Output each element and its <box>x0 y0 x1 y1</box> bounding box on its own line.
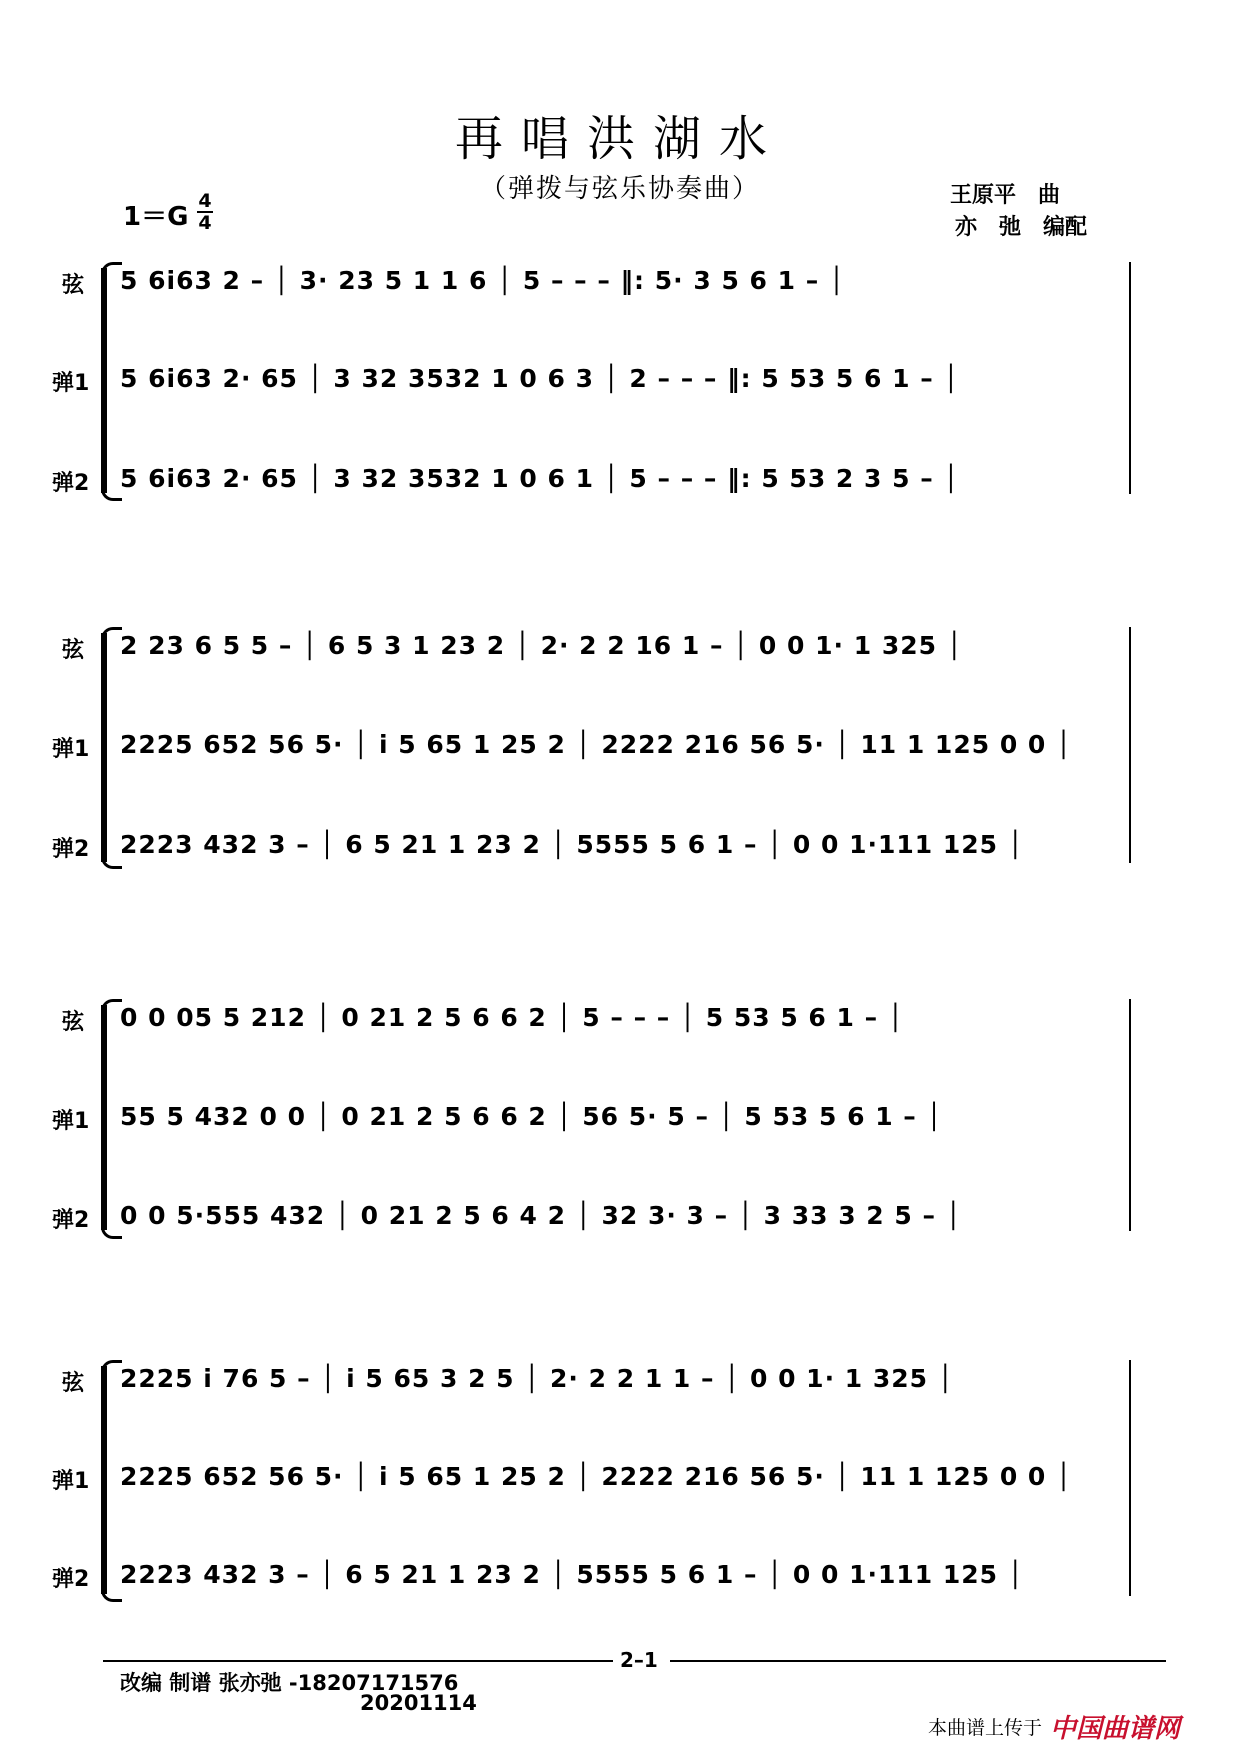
part-label-xian: 弦 <box>62 1371 85 1396</box>
notation-row: 5 6i63 2· 65 │ 3 32 3532 1 0 6 3 │ 2 – – – ‖: 5 53 5 6 1 – │ <box>120 364 960 393</box>
page-number: 2–1 <box>620 1648 658 1672</box>
notation-row: 2225 i 76 5 – │ i 5 65 3 2 5 │ 2· 2 2 1 1 – │ 0 0 1· 1 325 │ <box>120 1364 954 1393</box>
end-barline <box>1129 627 1131 863</box>
notation-row: 2 23 6 5 5 – │ 6 5 3 1 23 2 │ 2· 2 2 16 1 – │ 0 0 1· 1 325 │ <box>120 631 963 660</box>
upload-note: 本曲谱上传于 <box>928 1717 1043 1739</box>
composer-credit: 王原平 曲 <box>950 182 1061 208</box>
end-barline <box>1129 999 1131 1231</box>
footer-rule-right <box>670 1660 1166 1662</box>
bracket-top-hook <box>101 1360 122 1377</box>
notation-row: 0 0 5·555 432 │ 0 21 2 5 6 4 2 │ 32 3· 3 – │ 3 33 3 2 5 – │ <box>120 1201 962 1230</box>
end-barline <box>1129 262 1131 494</box>
notation-row: 0 0 05 5 212 │ 0 21 2 5 6 6 2 │ 5 – – – │ 5 53 5 6 1 – │ <box>120 1003 904 1032</box>
score-title: 再唱洪湖水 <box>454 111 785 167</box>
part-label-tan1: 弹1 <box>52 1109 90 1134</box>
part-label-tan1: 弹1 <box>52 737 90 762</box>
bracket-top-hook <box>101 999 122 1016</box>
arranger-credit: 亦 弛 编配 <box>955 214 1088 240</box>
bracket-bottom-hook <box>101 1585 122 1602</box>
notation-row: 2225 652 56 5· │ i 5 65 1 25 2 │ 2222 216 56 5· │ 11 1 125 0 0 │ <box>120 1462 1073 1491</box>
part-label-tan2: 弹2 <box>52 837 90 862</box>
part-label-tan2: 弹2 <box>52 471 90 496</box>
footer-date: 20201114 <box>360 1691 477 1715</box>
bracket-bottom-hook <box>101 484 122 501</box>
meter-bottom: 4 <box>198 212 212 234</box>
system-bracket <box>101 1005 107 1230</box>
part-label-xian: 弦 <box>62 638 85 663</box>
system-bracket <box>101 268 107 493</box>
end-barline <box>1129 1360 1131 1596</box>
notation-row: 2223 432 3 – │ 6 5 21 1 23 2 │ 5555 5 6 1 – │ 0 0 1·111 125 │ <box>120 830 1024 859</box>
part-label-tan1: 弹1 <box>52 371 90 396</box>
part-label-tan2: 弹2 <box>52 1567 90 1592</box>
notation-row: 2225 652 56 5· │ i 5 65 1 25 2 │ 2222 216 56 5· │ 11 1 125 0 0 │ <box>120 730 1073 759</box>
bracket-top-hook <box>101 627 122 644</box>
notation-row: 2223 432 3 – │ 6 5 21 1 23 2 │ 5555 5 6 1 – │ 0 0 1·111 125 │ <box>120 1560 1024 1589</box>
part-label-xian: 弦 <box>62 273 85 298</box>
notation-row: 55 5 432 0 0 │ 0 21 2 5 6 6 2 │ 56 5· 5 – │ 5 53 5 6 1 – │ <box>120 1102 943 1131</box>
bracket-bottom-hook <box>101 1222 122 1239</box>
site-logo[interactable]: 中国曲谱网 <box>1050 1714 1181 1744</box>
meter-top: 4 <box>198 190 212 212</box>
time-signature <box>197 191 213 233</box>
score-subtitle: （弹拨与弦乐协奏曲） <box>479 174 760 204</box>
bracket-bottom-hook <box>101 852 122 869</box>
footer-credit: 改编 制谱 张亦弛 -18207171576 <box>120 1671 459 1695</box>
system-bracket <box>101 633 107 862</box>
part-label-tan2: 弹2 <box>52 1208 90 1233</box>
key-signature: 1＝G <box>123 202 189 232</box>
bracket-top-hook <box>101 262 122 279</box>
part-label-xian: 弦 <box>62 1010 85 1035</box>
part-label-tan1: 弹1 <box>52 1469 90 1494</box>
notation-row: 5 6i63 2 – │ 3· 23 5 1 1 6 │ 5 – – – ‖: 5· 3 5 6 1 – │ <box>120 266 846 295</box>
footer-rule-left <box>103 1660 613 1662</box>
notation-row: 5 6i63 2· 65 │ 3 32 3532 1 0 6 1 │ 5 – – – ‖: 5 53 2 3 5 – │ <box>120 464 960 493</box>
system-bracket <box>101 1366 107 1594</box>
